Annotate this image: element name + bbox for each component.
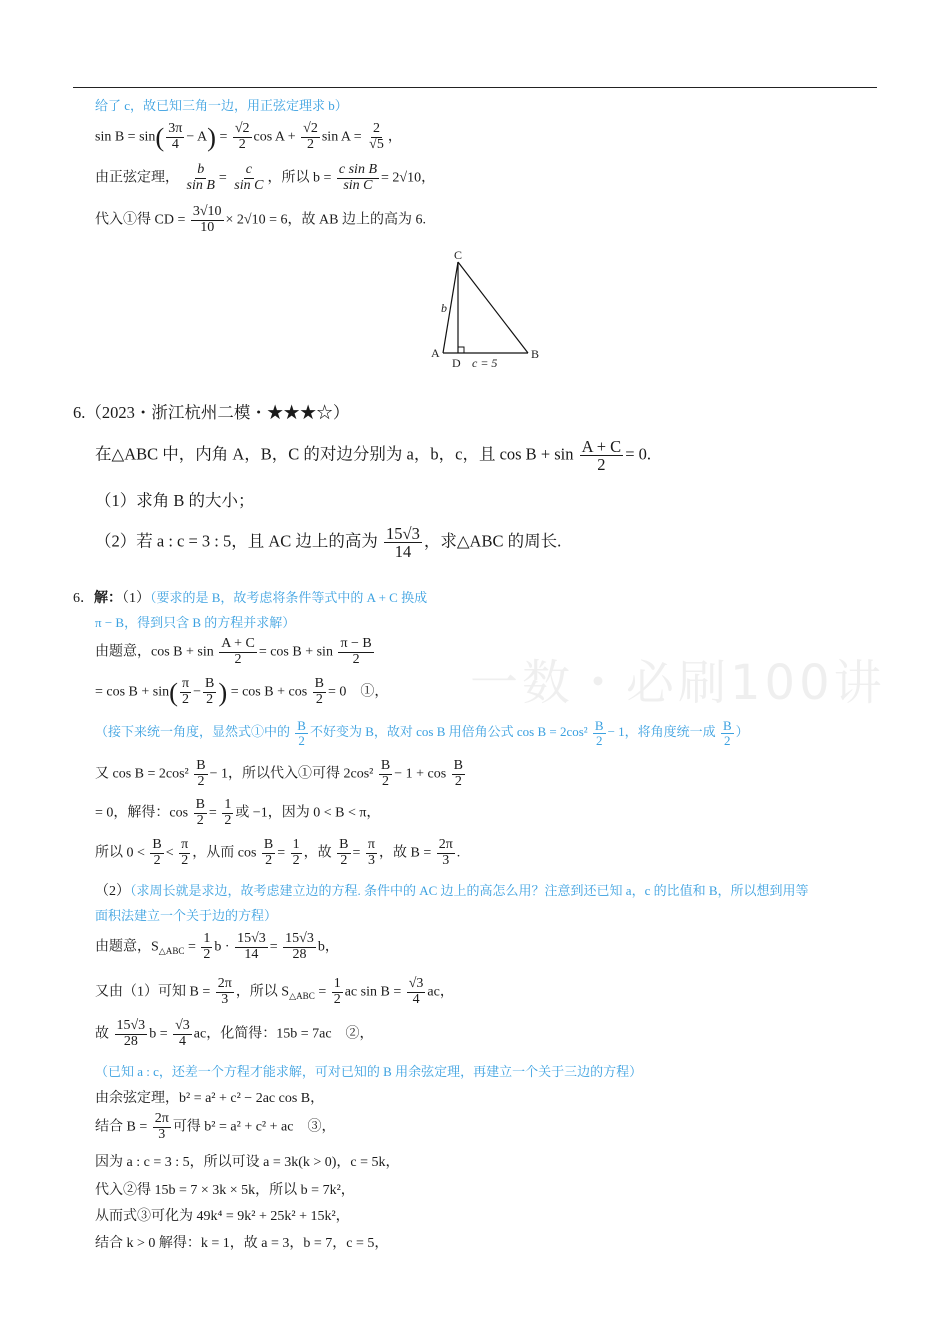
watermark: 一数・必刷100讲	[470, 655, 886, 711]
prev-line-2: 由正弦定理， $\frac{b}{\text{sin B}}$ = $\frac{c}{\text{sin C}}$ ，所以 b = $\frac{\text{c sin B}}{\text{sin C}}$ = 2√10，	[95, 162, 436, 193]
solution-step-10: 结合 B = $\frac{2\pi}{3}$ 可得 b² = a² + c² + ac ③，	[95, 1111, 336, 1142]
question-2: （2）若 a : c = 3 : 5，且 AC 边上的高为 $\frac{15√3}{14}$ ，求△ABC 的周长.	[95, 524, 562, 562]
prev-note: 给了 c，故已知三角一边，用正弦定理求 b）	[95, 98, 348, 113]
header-rule	[73, 87, 877, 88]
label-a-vertex: A	[431, 346, 440, 360]
solution-note-4: （已知 a : c，还差一个方程才能求解，可对已知的 B 用余弦定理，再建立一个关于三边的方程）	[95, 1064, 643, 1079]
solution-step-3: 又 cos B = 2cos² $\frac{B}{2}$ − 1，所以代入①可得 2cos² $\frac{B}{2}$ − 1 + cos $\frac{B}{2}$	[95, 758, 464, 789]
label-d-foot: D	[452, 356, 461, 370]
side-cb	[458, 262, 528, 353]
prev-line-3: 代入①得 CD = $\frac{3√10}{10}$ × 2√10 = 6，故 AB 边上的高为 6.	[95, 204, 426, 235]
solution-step-6: 由题意，$S_{\triangle ABC}$ = $\frac{1}{2}$ b · $\frac{15√3}{14}$ = $\frac{15√3}{28}$ b，	[95, 931, 339, 962]
label-c-vertex: C	[454, 248, 463, 262]
solution-heading: 6．解：（1）（要求的是 B，故考虑将条件等式中的 A + C 换成	[73, 590, 428, 606]
solution-step-14: 结合 k > 0 解得：k = 1，故 a = 3，b = 7，c = 5，	[95, 1236, 389, 1251]
label-b-vertex: B	[531, 347, 540, 361]
solution-step-4: = 0，解得：cos $\frac{B}{2}$ = $\frac{1}{2}$ 或 −1，因为 0 < B < π，	[95, 797, 381, 828]
right-angle-mark	[458, 347, 464, 353]
solution-step-7: 又由（1）可知 B = $\frac{2\pi}{3}$ ，所以 $S_{\triangle ABC}$ = $\frac{1}{2}$ ac sin B = $\frac{√3}{4}$ ac，	[95, 976, 454, 1007]
problem-header: 6.（2023・浙江杭州二模・★★★☆）	[73, 403, 350, 422]
prev-line-1: sin B = sin( $\frac{3\pi}{4}$ − A) = $\frac{√2}{2}$ cos A + $\frac{√2}{2}$ sin A = $\frac{2}{√5}$ ，	[95, 121, 402, 152]
triangle-figure	[425, 245, 550, 375]
solution-step-12: 代入②得 15b = 7 × 3k × 5k，所以 b = 7k²，	[95, 1183, 355, 1198]
solution-step-11: 因为 a : c = 3 : 5，所以可设 a = 3k(k > 0)，c = 5k，	[95, 1155, 400, 1170]
solution-note-2: （接下来统一角度，显然式①中的 $\frac{B}{2}$ 不好变为 B，故对 cos B 用倍角公式 cos B = 2cos² $\frac{B}{2}$ − 1，将角度统一成 $\frac{B}{2}$ ）	[95, 718, 749, 748]
label-side-c: c = 5	[472, 356, 498, 370]
label-side-b: b	[441, 301, 447, 315]
solution-step-1: 由题意，cos B + sin $\frac{A + C}{2}$ = cos B + sin $\frac{\pi - B}{2}$	[95, 636, 372, 667]
problem-statement: 在△ABC 中，内角 A，B，C 的对边分别为 a，b，c，且 cos B + sin $\frac{A + C}{2}$ = 0.	[95, 437, 652, 475]
question-1: （1）求角 B 的大小；	[95, 491, 255, 510]
solution-step-9: 由余弦定理，b² = a² + c² − 2ac cos B，	[95, 1091, 325, 1106]
solution-note-1b: π − B，得到只含 B 的方程并求解）	[95, 615, 296, 630]
solution-step-2: = cos B + sin( $\frac{\pi}{2}$ − $\frac{B}{2}$ ) = cos B + cos $\frac{B}{2}$ = 0 ①，	[95, 676, 389, 707]
solution-step-5: 所以 0 < $\frac{B}{2}$ < $\frac{\pi}{2}$ ，从而 cos $\frac{B}{2}$ = $\frac{1}{2}$ ，故 $\frac{B}{2}$ = $\frac{\pi}{3}$ ，故 B = $\frac{2\pi}{3}$ .	[95, 837, 461, 868]
solution-step-13: 从而式③可化为 49k⁴ = 9k² + 25k² + 15k²，	[95, 1209, 350, 1224]
solution-part-2: （2）（求周长就是求边，故考虑建立边的方程. 条件中的 AC 边上的高怎么用？注意到还已知 a，c 的比值和 B，所以想到用等	[95, 883, 809, 899]
solution-note-3b: 面积法建立一个关于边的方程）	[95, 908, 278, 923]
solution-step-8: 故 $\frac{15√3}{28}$ b = $\frac{√3}{4}$ ac，化简得：15b = 7ac ②，	[95, 1018, 374, 1049]
